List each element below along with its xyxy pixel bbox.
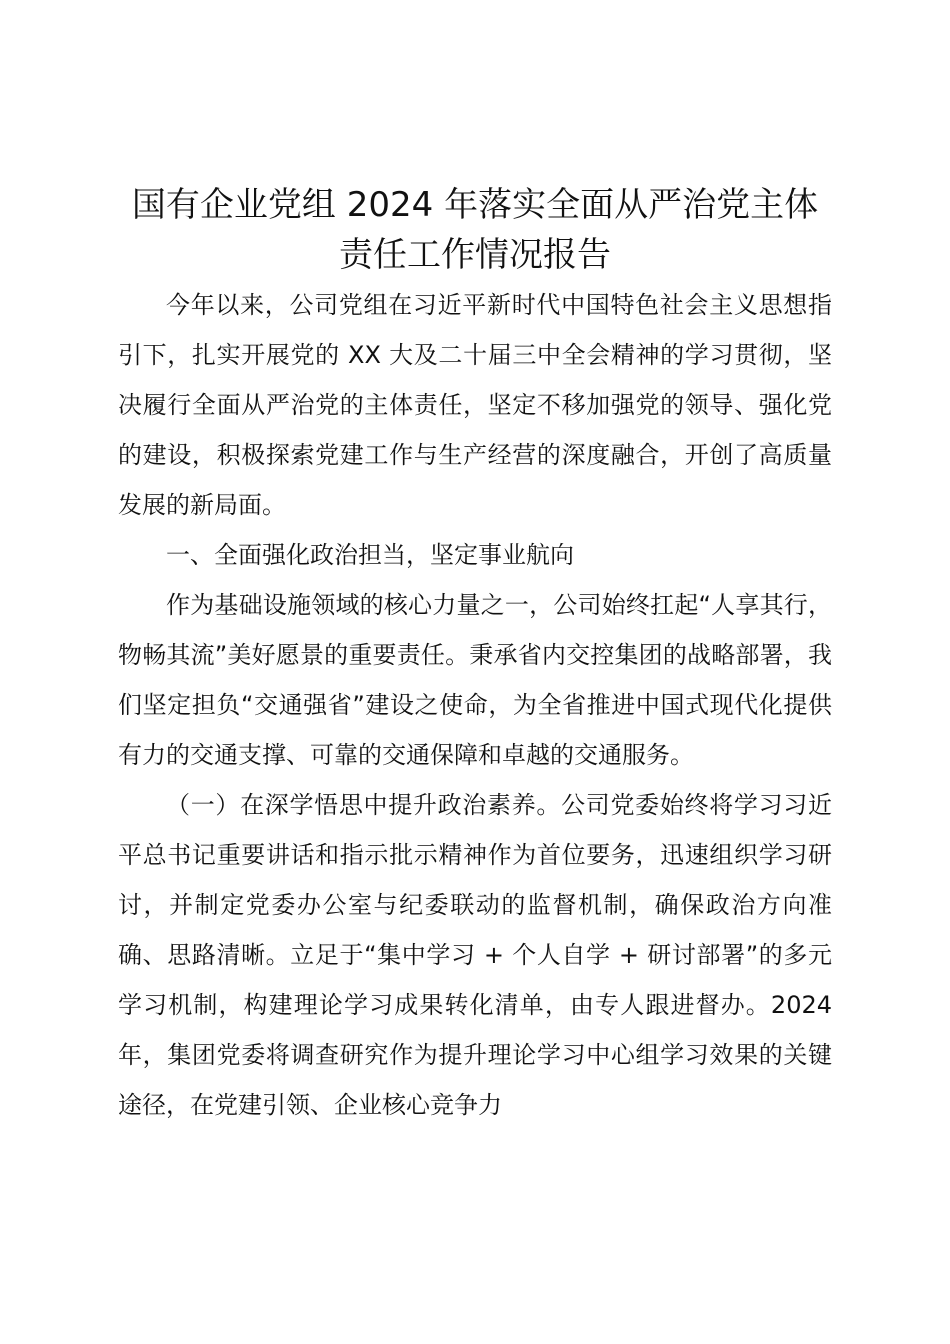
document-title: [118, 180, 832, 280]
document-body: [118, 280, 832, 1130]
subsection-1-paragraph: （一）在深学悟思中提升政治素养。公司党委始终将学习习近平总书记重要讲话和指示批示精神作为首位要务，迅速组织学习研讨，并制定党委办公室与纪委联动的监督机制，确保政治方向准确、思路清晰。立足于“集中学习 + 个人自学 + 研讨部署”的多元学习机制，构建理论学习成果转化清单，由专人跟进督办。2024 年，集团党委将调查研究作为提升理论学习中心组学习效果的关键途径，在党建引领、企业核心竞争力: [118, 791, 832, 1119]
intro-paragraph: 今年以来，公司党组在习近平新时代中国特色社会主义思想指引下，扎实开展党的 XX 大及二十届三中全会精神的学习贯彻，坚决履行全面从严治党的主体责任，坚定不移加强党的领导、强化党的建设，积极探索党建工作与生产经营的深度融合，开创了高质量发展的新局面。: [118, 291, 832, 519]
title-line-1: 国有企业党组 2024 年落实全面从严治党主体: [131, 185, 819, 225]
title-line-2: 责任工作情况报告: [339, 235, 611, 275]
section-1-paragraph: 作为基础设施领域的核心力量之一，公司始终扛起“人享其行，物畅其流”美好愿景的重要责任。秉承省内交控集团的战略部署，我们坚定担负“交通强省”建设之使命，为全省推进中国式现代化提供有力的交通支撑、可靠的交通保障和卓越的交通服务。: [118, 591, 832, 769]
section-heading-1: 一、全面强化政治担当，坚定事业航向: [166, 541, 574, 569]
